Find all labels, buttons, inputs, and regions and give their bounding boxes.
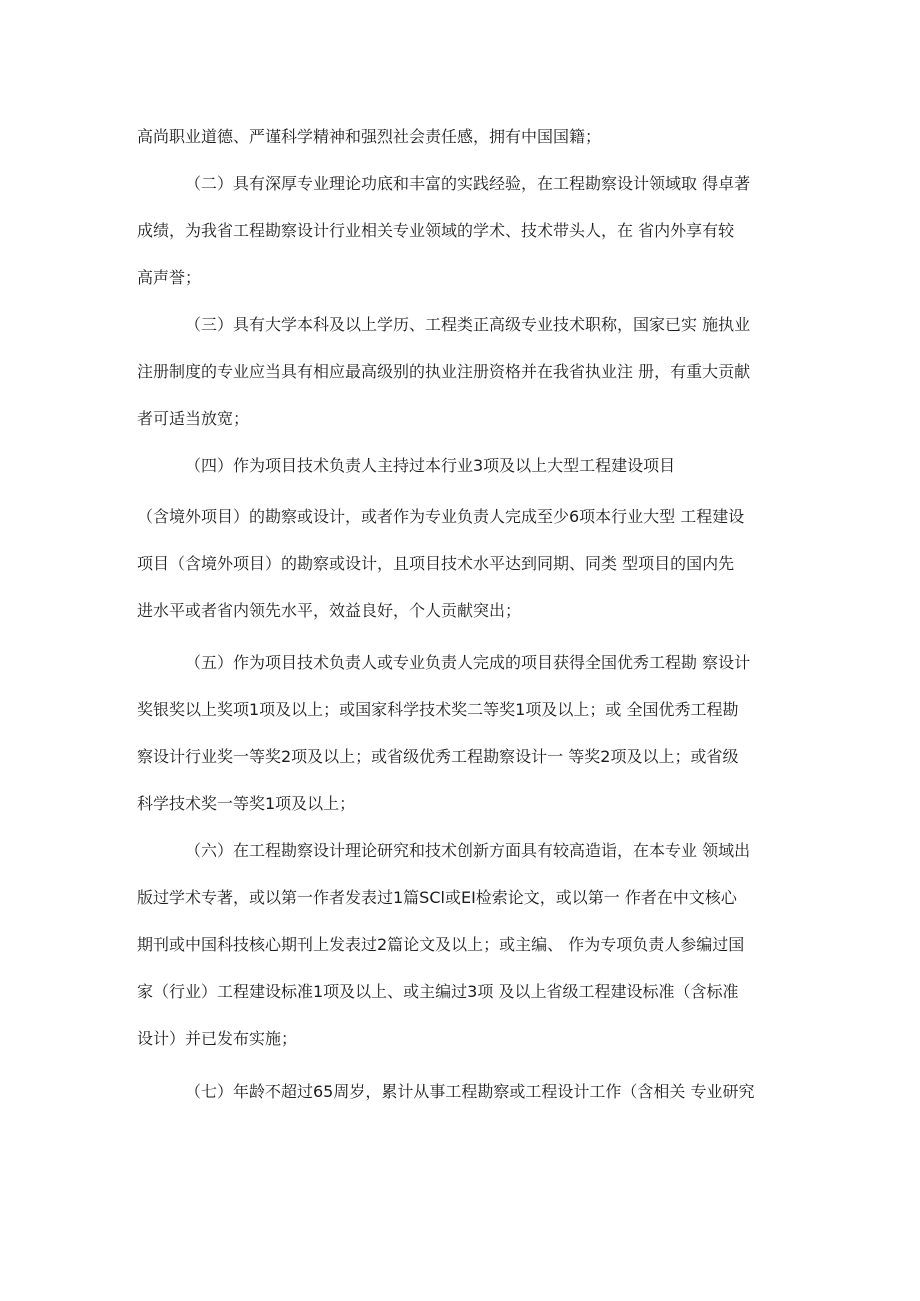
text-line: 期刊或中国科技核心期刊上发表过2篇论文及以上；或主编、 作为专项负责人参编过国	[137, 935, 745, 954]
text-line: 奖银奖以上奖项1项及以上；或国家科学技术奖二等奖1项及以上；或 全国优秀工程勘	[137, 700, 739, 719]
text-line: （含境外项目）的勘察或设计，或者作为专业负责人完成至少6项本行业大型 工程建设	[137, 507, 745, 526]
paragraph-3-start: （三）具有大学本科及以上学历、工程类正高级专业技术职称，国家已实 施执业	[185, 315, 751, 334]
text-line: 家（行业）工程建设标准1项及以上、或主编过3项 及以上省级工程建设标准（含标准	[137, 982, 739, 1001]
text-line: 察设计行业奖一等奖2项及以上；或省级优秀工程勘察设计一 等奖2项及以上；或省级	[137, 747, 739, 766]
text-line: 进水平或者省内领先水平，效益良好，个人贡献突出；	[137, 601, 522, 620]
paragraph-6-start: （六）在工程勘察设计理论研究和技术创新方面具有较高造诣，在本专业 领域出	[185, 841, 751, 860]
text-line: 项目（含境外项目）的勘察或设计，且项目技术水平达到同期、同类 型项目的国内先	[137, 554, 735, 573]
text-line: 高尚职业道德、严谨科学精神和强烈社会责任感，拥有中国国籍；	[137, 127, 602, 146]
paragraph-2-start: （二）具有深厚专业理论功底和丰富的实践经验，在工程勘察设计领域取 得卓著	[185, 174, 751, 193]
text-line: 版过学术专著，或以第一作者发表过1篇SCl或EI检索论文，或以第一 作者在中文核心	[137, 888, 737, 907]
text-line: 高声誉；	[137, 268, 202, 287]
paragraph-5-start: （五）作为项目技术负责人或专业负责人完成的项目获得全国优秀工程勘 察设计	[185, 653, 751, 672]
text-line: 科学技术奖一等奖1项及以上；	[137, 794, 356, 813]
paragraph-4-start: （四）作为项目技术负责人主持过本行业3项及以上大型工程建设项目	[185, 456, 676, 475]
text-line: 成绩，为我省工程勘察设计行业相关专业领域的学术、技术带头人，在 省内外享有较	[137, 221, 735, 240]
paragraph-7-start: （七）年龄不超过65周岁，累计从事工程勘察或工程设计工作（含相关 专业研究	[185, 1082, 755, 1101]
text-line: 注册制度的专业应当具有相应最高级别的执业注册资格并在我省执业注 册，有重大贡献	[137, 362, 751, 381]
text-line: 者可适当放宽；	[137, 409, 250, 428]
text-line: 设计）并已发布实施；	[137, 1029, 298, 1048]
